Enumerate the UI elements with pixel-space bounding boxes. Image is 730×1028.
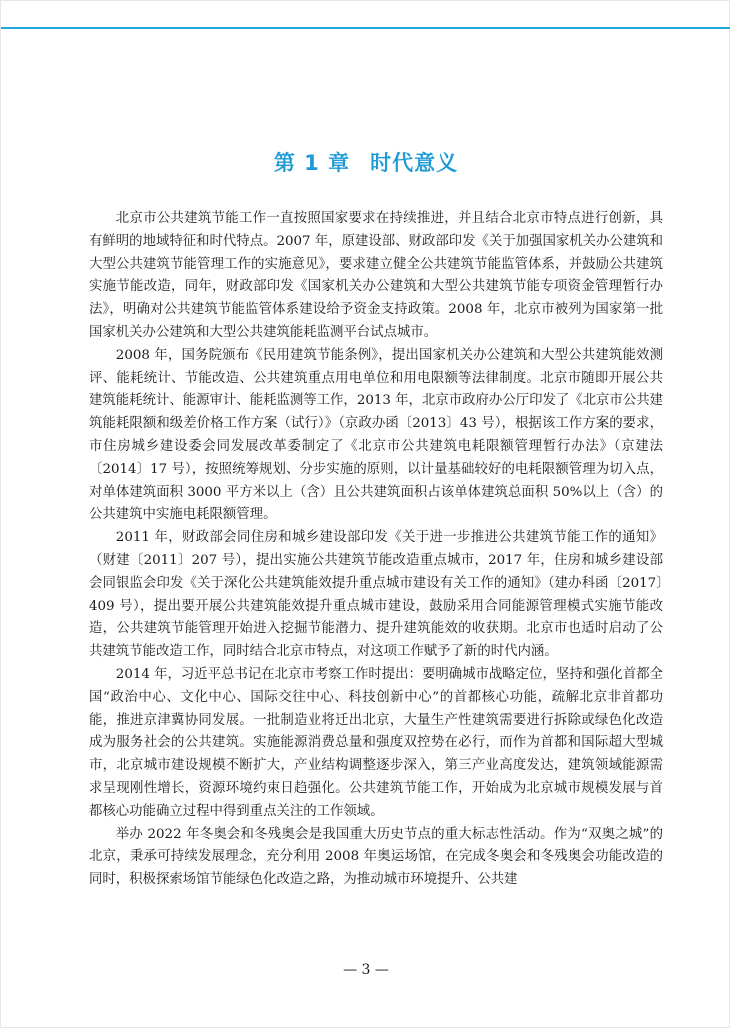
chapter-title — [1, 147, 730, 177]
paragraph: 举办 2022 年冬奥会和冬残奥会是我国重大历史节点的重大标志性活动。作为“双奥之城”的北京，秉承可持续发展理念，充分利用 2008 年奥运场馆，在完成冬奥会和冬残奥会功能改造的同时，积极探索场馆节能绿色化改造之路，为推动城市环境提升、公共建 — [89, 826, 663, 888]
paragraph: 2008 年，国务院颁布《民用建筑节能条例》，提出国家机关办公建筑和大型公共建筑能效测评、能耗统计、节能改造、公共建筑重点用电单位和用电限额等法律制度。北京市随即开展公共建筑能耗统计、能源审计、能耗监测等工作，2013 年，北京市政府办公厅印发了《北京市公共建筑能耗限额和级差价格工作方案（试行）》（京政办函〔2013〕43 号），根据该工作方案的要求，市住房城乡建设委会同发展改革委制定了《北京市公共建筑电耗限额管理暂行办法》（京建法〔2014〕17 号），按照统筹规划、分步实施的原则，以计量基础较好的电耗限额管理为切入点，对单体建筑面积 3000 平方米以上（含）且公共建筑面积占该单体建筑总面积 50%以上（含）的公共建筑中实施电耗限额管理。 — [89, 347, 663, 523]
body-text — [89, 208, 663, 892]
page-number: — 3 — — [343, 962, 389, 978]
paragraph: 2014 年，习近平总书记在北京市考察工作时提出：要明确城市战略定位，坚持和强化首都全国“政治中心、文化中心、国际交往中心、科技创新中心”的首都核心功能，疏解北京非首都功能，推进京津冀协同发展。一批制造业将迁出北京，大量生产性建筑需要进行拆除或绿色化改造成为服务社会的公共建筑。实施能源消费总量和强度双控势在必行，而作为首都和国际超大型城市，北京城市建设规模不断扩大，产业结构调整逐步深入，第三产业高度发达，建筑领域能源需求呈现刚性增长，资源环境约束日趋强化。公共建筑节能工作，开始成为北京城市规模发展与首都核心功能确立过程中得到重点关注的工作领域。 — [89, 666, 663, 819]
header-rule — [1, 27, 730, 29]
paragraph: 2011 年，财政部会同住房和城乡建设部印发《关于进一步推进公共建筑节能工作的通知》（财建〔2011〕207 号），提出实施公共建筑节能改造重点城市，2017 年，住房和城乡建设部会同银监会印发《关于深化公共建筑能效提升重点城市建设有关工作的通知》（建办科函〔2017〕409 号），提出要开展公共建筑能效提升重点城市建设，鼓励采用合同能源管理模式实施节能改造，公共建筑节能管理开始进入挖掘节能潜力、提升建筑能效的收获期。北京市也适时启动了公共建筑节能改造工作，同时结合北京市特点，对这项工作赋予了新的时代内涵。 — [89, 530, 663, 660]
chapter-label: 第 1 章 — [273, 151, 351, 175]
paragraph: 北京市公共建筑节能工作一直按照国家要求在持续推进，并且结合北京市特点进行创新，具有鲜明的地域特征和时代特点。2007 年，原建设部、财政部印发《关于加强国家机关办公建筑和大型公共建筑节能管理工作的实施意见》，要求建立健全公共建筑节能监管体系，并鼓励公共建筑实施节能改造，同年，财政部印发《国家机关办公建筑和大型公共建筑节能专项资金管理暂行办法》，明确对公共建筑节能监管体系建设给予资金支持政策。2008 年，北京市被列为国家第一批国家机关办公建筑和大型公共建筑能耗监测平台试点城市。 — [89, 211, 663, 340]
chapter-name: 时代意义 — [370, 151, 459, 175]
